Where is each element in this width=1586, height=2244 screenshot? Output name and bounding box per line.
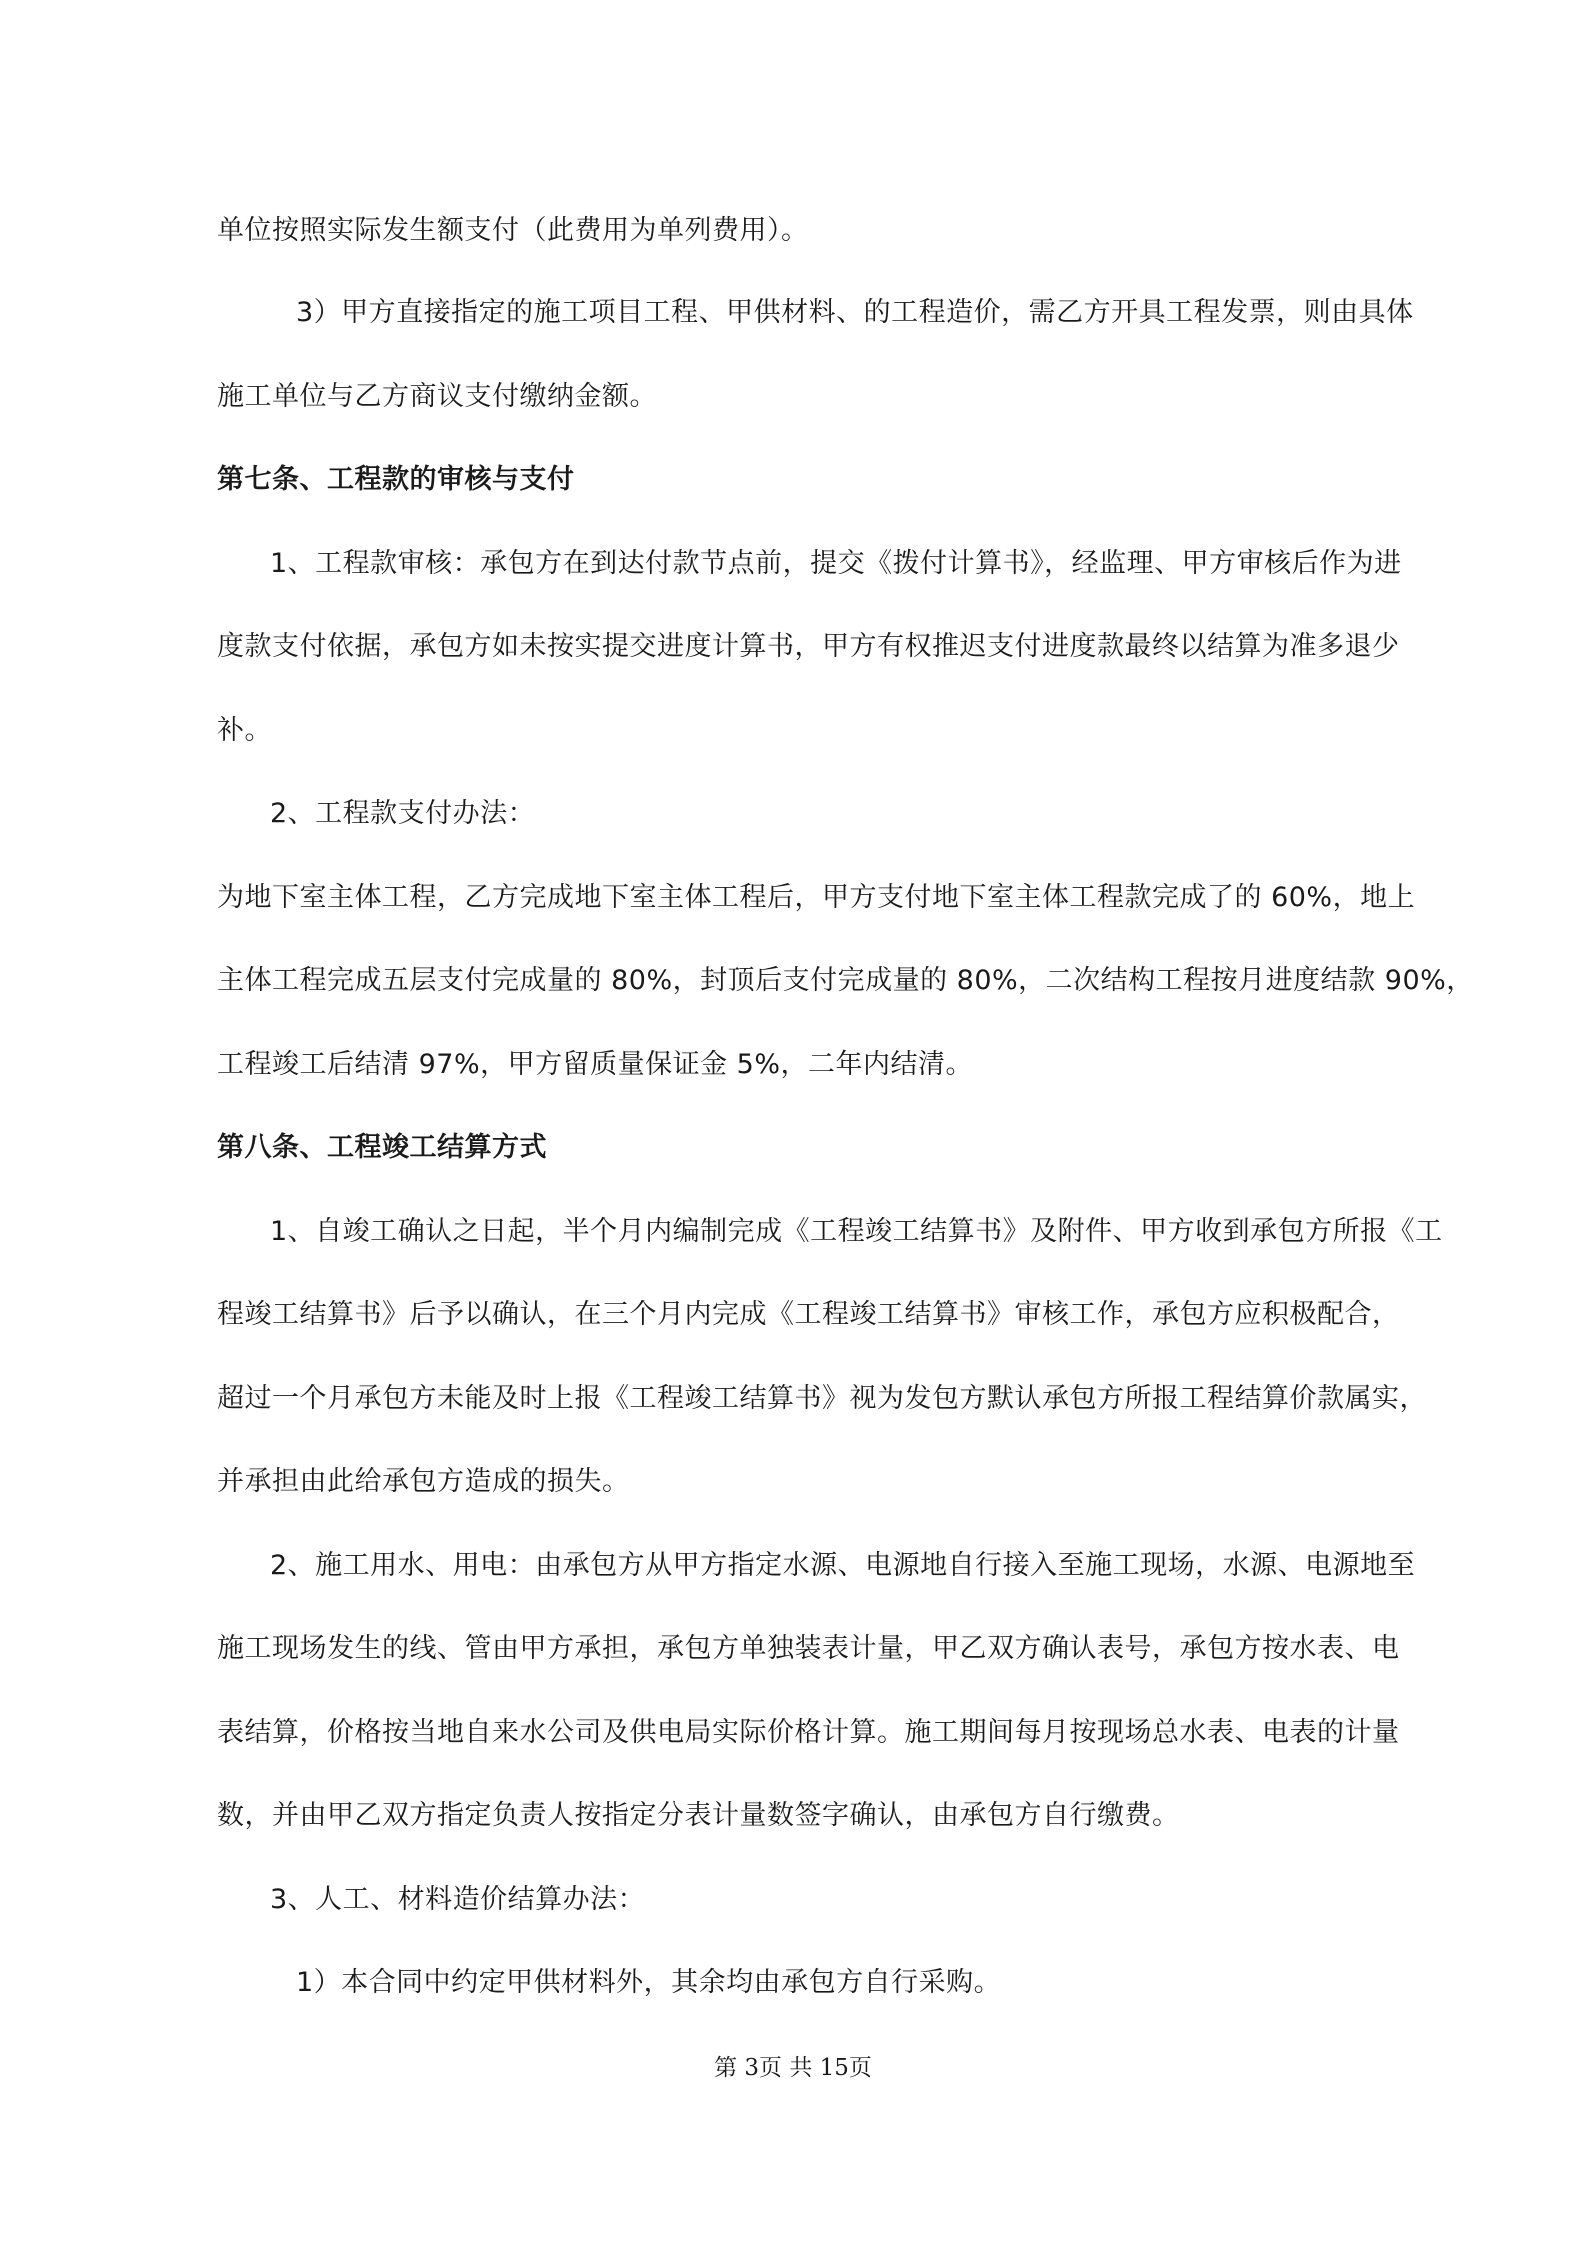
paragraph-line: 工程竣工后结清 97%，甲方留质量保证金 5%，二年内结清。 xyxy=(217,1049,974,1080)
section-heading: 第八条、工程竣工结算方式 xyxy=(217,1132,547,1163)
paragraph-line: 2、工程款支付办法： xyxy=(270,798,536,829)
paragraph-line: 并承担由此给承包方造成的损失。 xyxy=(217,1466,630,1497)
paragraph-line: 1、工程款审核：承包方在到达付款节点前，提交《拨付计算书》，经监理、甲方审核后作为进 xyxy=(270,548,1402,579)
page-footer: 第 3页 共 15页 xyxy=(714,2055,872,2081)
paragraph-line: 数，并由甲乙双方指定负责人按指定分表计量数签字确认，由承包方自行缴费。 xyxy=(217,1800,1180,1831)
paragraph-line: 补。 xyxy=(217,715,272,746)
paragraph-line: 度款支付依据，承包方如未按实提交进度计算书，甲方有权推迟支付进度款最终以结算为准多退少 xyxy=(217,631,1400,662)
paragraph-line: 主体工程完成五层支付完成量的 80%，封顶后支付完成量的 80%，二次结构工程按月进度结款 90%， xyxy=(217,965,1474,996)
paragraph-line: 表结算，价格按当地自来水公司及供电局实际价格计算。施工期间每月按现场总水表、电表的计量 xyxy=(217,1717,1400,1748)
paragraph-line: 超过一个月承包方未能及时上报《工程竣工结算书》视为发包方默认承包方所报工程结算价款属实， xyxy=(217,1383,1427,1414)
paragraph-line: 3、人工、材料造价结算办法： xyxy=(270,1884,646,1915)
paragraph-line: 2、施工用水、用电：由承包方从甲方指定水源、电源地自行接入至施工现场，水源、电源地至 xyxy=(270,1550,1416,1581)
section-heading: 第七条、工程款的审核与支付 xyxy=(217,464,575,495)
paragraph-line: 单位按照实际发生额支付（此费用为单列费用）。 xyxy=(217,215,809,246)
paragraph-line: 施工单位与乙方商议支付缴纳金额。 xyxy=(217,381,657,412)
paragraph-line: 1、自竣工确认之日起，半个月内编制完成《工程竣工结算书》及附件、甲方收到承包方所报《工 xyxy=(270,1216,1443,1247)
paragraph-line: 为地下室主体工程，乙方完成地下室主体工程后，甲方支付地下室主体工程款完成了的 60%，地上 xyxy=(217,882,1416,913)
paragraph-line: 3）甲方直接指定的施工项目工程、甲供材料、的工程造价，需乙方开具工程发票，则由具体 xyxy=(296,297,1414,328)
paragraph-line: 1）本合同中约定甲供材料外，其余均由承包方自行采购。 xyxy=(296,1967,1002,1998)
paragraph-line: 施工现场发生的线、管由甲方承担，承包方单独装表计量，甲乙双方确认表号，承包方按水表、电 xyxy=(217,1633,1400,1664)
paragraph-line: 程竣工结算书》后予以确认，在三个月内完成《工程竣工结算书》审核工作，承包方应积极配合， xyxy=(217,1299,1400,1330)
